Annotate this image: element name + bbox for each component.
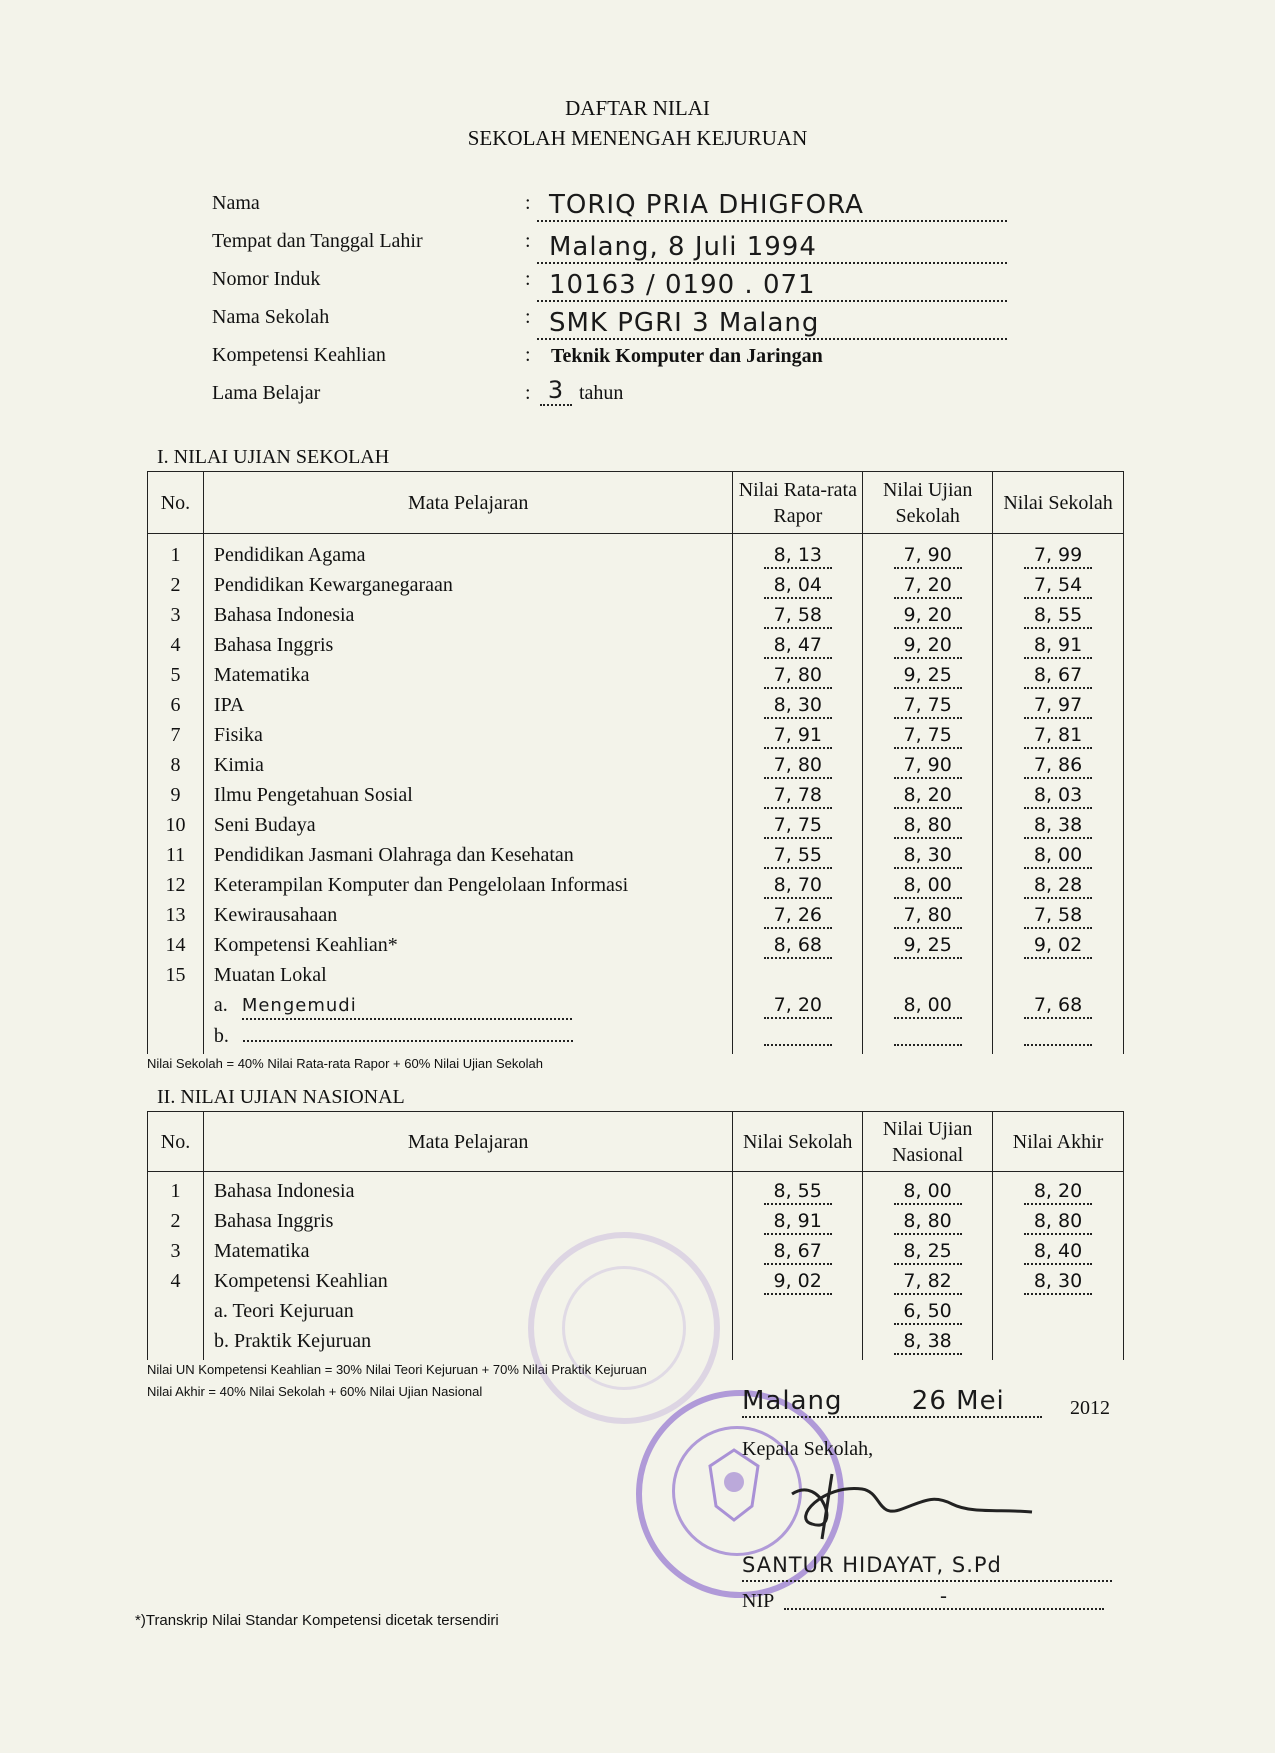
- signature-date-line: [742, 1386, 1112, 1426]
- row-number: 2: [170, 574, 181, 596]
- row-number: 9: [170, 784, 181, 806]
- score-line: [994, 570, 1122, 600]
- score-line: [734, 690, 861, 720]
- muatan-lokal-a: [214, 990, 733, 1020]
- rapor-score: 8, 30: [764, 693, 832, 719]
- score-line: [734, 810, 861, 840]
- subject-name: Bahasa Inggris: [213, 634, 334, 656]
- row-number: 1: [170, 544, 181, 566]
- headmaster-name: SANTUR HIDAYAT, S.Pd: [742, 1550, 1112, 1582]
- colon: :: [525, 230, 531, 252]
- ujian-sekolah-score: 8, 80: [894, 813, 962, 839]
- score-line: [864, 570, 991, 600]
- ujian-sekolah-score: 8, 20: [894, 783, 962, 809]
- subject-name: Matematika: [213, 1240, 310, 1262]
- score-line: [864, 780, 991, 810]
- score-line: [734, 870, 861, 900]
- header-ujian-nasional: Nilai Ujian Nasional: [863, 1112, 993, 1172]
- rapor-score: 7, 78: [764, 783, 832, 809]
- row-number: 11: [165, 844, 186, 866]
- rapor-score: 7, 26: [764, 903, 832, 929]
- score-line: [994, 900, 1122, 930]
- subject-name: Bahasa Indonesia: [213, 1180, 355, 1202]
- score-line: [864, 810, 991, 840]
- ujian-nasional-score: 6, 50: [894, 1299, 962, 1325]
- score-line: [734, 720, 861, 750]
- section-1-title: I. NILAI UJIAN SEKOLAH: [157, 446, 390, 468]
- muatan-lokal-b: [214, 1020, 733, 1050]
- score-line: [994, 810, 1122, 840]
- kompetensi-value: Teknik Komputer dan Jaringan: [551, 345, 823, 367]
- score-line: [994, 600, 1122, 630]
- ujian-sekolah-score: 7, 75: [894, 723, 962, 749]
- score-line: [994, 630, 1122, 660]
- rapor-score: 7, 75: [764, 813, 832, 839]
- score-line: [994, 1020, 1122, 1050]
- row-number: 5: [170, 664, 181, 686]
- birth-value: Malang, 8 Juli 1994: [537, 230, 1007, 264]
- nilai-sekolah-score: 8, 67: [764, 1239, 832, 1265]
- score-line: [864, 720, 991, 750]
- identity-label: Lama Belajar: [212, 382, 321, 404]
- muatan-lokal-name: Mengemudi: [242, 994, 572, 1020]
- row-numbers: [148, 534, 204, 1055]
- signature-role: Kepala Sekolah,: [742, 1438, 874, 1460]
- row-number: 12: [165, 874, 186, 896]
- ujian-sekolah-score: 9, 25: [894, 663, 962, 689]
- header-nilai-akhir: Nilai Akhir: [993, 1112, 1124, 1172]
- score-line: [864, 540, 991, 570]
- score-line: [994, 540, 1122, 570]
- nilai-sekolah-score: 8, 91: [764, 1209, 832, 1235]
- signature-year: 2012: [1070, 1397, 1110, 1419]
- lama-belajar-value: 3: [540, 376, 572, 406]
- row-number: 3: [170, 1240, 181, 1262]
- score-line: [864, 1296, 991, 1326]
- header-no: No.: [148, 1112, 204, 1172]
- row-number: 3: [170, 604, 181, 626]
- identity-row-nomor-induk: [212, 268, 1012, 304]
- nilai-sekolah-score: 9, 02: [1024, 933, 1092, 959]
- subject-name: Pendidikan Kewarganegaraan: [213, 574, 453, 596]
- ujian-sekolah-score: 7, 90: [894, 543, 962, 569]
- nilai-sekolah-score: 7, 81: [1024, 723, 1092, 749]
- faded-stamp: [528, 1232, 720, 1424]
- ujian-nasional-score: 8, 80: [894, 1209, 962, 1235]
- nilai-sekolah-score: 8, 55: [764, 1179, 832, 1205]
- ujian-sekolah-score: 7, 80: [894, 903, 962, 929]
- nilai-sekolah-score: 9, 02: [764, 1269, 832, 1295]
- ujian-sekolah-score: 8, 00: [894, 873, 962, 899]
- formula-note-1: Nilai Sekolah = 40% Nilai Rata-rata Rapor + 60% Nilai Ujian Sekolah: [147, 1056, 543, 1071]
- muatan-lokal-blank: [243, 1020, 573, 1042]
- score-line: [864, 870, 991, 900]
- footnote: *)Transkrip Nilai Standar Kompetensi dicetak tersendiri: [135, 1612, 499, 1629]
- spacer: [149, 1020, 202, 1050]
- ujian-nasional-score: 8, 38: [894, 1329, 962, 1355]
- score-line: [734, 840, 861, 870]
- rapor-score: 7, 80: [764, 663, 832, 689]
- subject-name: b. Praktik Kejuruan: [213, 1330, 372, 1352]
- subject-name: Pendidikan Jasmani Olahraga dan Kesehatan: [213, 844, 574, 866]
- nip-line: [742, 1584, 1112, 1618]
- score-line: [864, 1266, 991, 1296]
- row-nasional-scores: [863, 1172, 993, 1361]
- score-line: [994, 690, 1122, 720]
- score-line: [864, 990, 991, 1020]
- subject-name: Keterampilan Komputer dan Pengelolaan Informasi: [213, 874, 629, 896]
- score-line: [864, 1020, 991, 1050]
- nomor-induk-value: 10163 / 0190 . 071: [537, 268, 1007, 302]
- nilai-sekolah-score: 8, 91: [1024, 633, 1092, 659]
- score-line: [994, 840, 1122, 870]
- identity-row-lama-belajar: [212, 376, 1012, 418]
- rapor-score: 7, 80: [764, 753, 832, 779]
- score-line: [994, 1206, 1122, 1236]
- rapor-score: 8, 13: [764, 543, 832, 569]
- ujian-nasional-score: 8, 25: [894, 1239, 962, 1265]
- ujian-nasional-score: 8, 00: [894, 1179, 962, 1205]
- nilai-sekolah-score: [1024, 1020, 1092, 1046]
- score-line: [864, 1236, 991, 1266]
- score-line: [734, 600, 861, 630]
- colon: :: [525, 306, 531, 328]
- nilai-akhir-score: 8, 40: [1024, 1239, 1092, 1265]
- row-ujian-scores: [863, 534, 993, 1055]
- spacer: [734, 1326, 861, 1356]
- nilai-sekolah-score: 7, 86: [1024, 753, 1092, 779]
- spacer: [864, 960, 991, 990]
- header-subject: Mata Pelajaran: [203, 472, 733, 534]
- nilai-sekolah-score: 7, 54: [1024, 573, 1092, 599]
- score-line: [864, 690, 991, 720]
- subject-name: Kompetensi Keahlian: [213, 1270, 388, 1292]
- score-line: [734, 990, 861, 1020]
- rapor-score: 8, 70: [764, 873, 832, 899]
- muatan-prefix: b.: [213, 1025, 229, 1047]
- spacer: [149, 1296, 202, 1326]
- score-line: [864, 1176, 991, 1206]
- row-subjects: [203, 534, 733, 1055]
- score-line: [734, 1176, 861, 1206]
- score-line: [734, 750, 861, 780]
- lama-belajar-unit: tahun: [579, 382, 624, 404]
- nilai-sekolah-score: 8, 28: [1024, 873, 1092, 899]
- nilai-akhir-score: 8, 20: [1024, 1179, 1092, 1205]
- score-line: [994, 870, 1122, 900]
- score-line: [864, 1206, 991, 1236]
- score-line: [864, 900, 991, 930]
- score-line: [734, 1266, 861, 1296]
- row-number: 2: [170, 1210, 181, 1232]
- table-row: [148, 534, 1124, 1055]
- score-line: [734, 630, 861, 660]
- spacer: [994, 1326, 1122, 1356]
- score-line: [734, 570, 861, 600]
- nilai-sekolah-score: 8, 55: [1024, 603, 1092, 629]
- colon: :: [525, 268, 531, 290]
- score-line: [864, 750, 991, 780]
- score-line: [994, 930, 1122, 960]
- header-subject: Mata Pelajaran: [203, 1112, 732, 1172]
- score-line: [864, 930, 991, 960]
- nilai-sekolah-score: 8, 38: [1024, 813, 1092, 839]
- row-sekolah-scores: [993, 534, 1124, 1055]
- score-line: [734, 780, 861, 810]
- header-nilai-sekolah: Nilai Sekolah: [993, 472, 1124, 534]
- header-nilai-sekolah: Nilai Sekolah: [733, 1112, 863, 1172]
- section-2-title: II. NILAI UJIAN NASIONAL: [157, 1086, 405, 1108]
- subject-name: Kompetensi Keahlian*: [213, 934, 398, 956]
- score-line: [864, 600, 991, 630]
- row-rapor-scores: [733, 534, 863, 1055]
- nilai-sekolah-score: 7, 97: [1024, 693, 1092, 719]
- score-line: [994, 660, 1122, 690]
- nilai-sekolah-score: 7, 58: [1024, 903, 1092, 929]
- signature-date-written: [742, 1386, 1042, 1418]
- nip-value: -: [784, 1584, 1104, 1610]
- row-number: 10: [165, 814, 186, 836]
- subject-name: Matematika: [213, 664, 310, 686]
- nilai-sekolah-score: 8, 67: [1024, 663, 1092, 689]
- ujian-sekolah-score: 7, 75: [894, 693, 962, 719]
- rapor-score: 7, 20: [764, 993, 832, 1019]
- rapor-score: 8, 47: [764, 633, 832, 659]
- score-line: [864, 630, 991, 660]
- score-line: [994, 1236, 1122, 1266]
- score-line: [734, 660, 861, 690]
- score-line: [994, 1176, 1122, 1206]
- score-line: [864, 840, 991, 870]
- nip-label: NIP: [742, 1590, 775, 1612]
- rapor-score: 8, 68: [764, 933, 832, 959]
- nilai-sekolah-score: 7, 68: [1024, 993, 1092, 1019]
- score-line: [994, 720, 1122, 750]
- subject-name: Seni Budaya: [213, 814, 316, 836]
- ujian-sekolah-score: 8, 00: [894, 993, 962, 1019]
- spacer: [734, 1296, 861, 1326]
- identity-label: Nama: [212, 192, 260, 214]
- row-sekolah-scores: [733, 1172, 863, 1361]
- nilai-ujian-sekolah-table: [147, 471, 1124, 1054]
- subject-name: Bahasa Indonesia: [213, 604, 355, 626]
- row-number: 8: [170, 754, 181, 776]
- formula-note-3: Nilai Akhir = 40% Nilai Sekolah + 60% Nilai Ujian Nasional: [147, 1384, 483, 1399]
- spacer: [734, 960, 861, 990]
- faded-stamp-inner-ring: [562, 1266, 686, 1390]
- header-rapor: Nilai Rata-rata Rapor: [733, 472, 863, 534]
- spacer: [994, 1296, 1122, 1326]
- score-line: [994, 780, 1122, 810]
- score-line: [734, 1236, 861, 1266]
- identity-label: Nomor Induk: [212, 268, 321, 290]
- ujian-sekolah-score: 9, 25: [894, 933, 962, 959]
- signature-place: Malang: [742, 1386, 843, 1416]
- subject-name: a. Teori Kejuruan: [213, 1300, 354, 1322]
- row-number: 6: [170, 694, 181, 716]
- score-line: [734, 1206, 861, 1236]
- identity-row-school: [212, 306, 1012, 342]
- spacer: [149, 1326, 202, 1356]
- colon: :: [525, 382, 531, 404]
- subject-name: IPA: [213, 694, 245, 716]
- row-number: 14: [165, 934, 186, 956]
- score-line: [994, 990, 1122, 1020]
- spacer: [149, 990, 202, 1020]
- ujian-sekolah-score: 9, 20: [894, 603, 962, 629]
- ujian-sekolah-score: 9, 20: [894, 633, 962, 659]
- rapor-score: 7, 58: [764, 603, 832, 629]
- identity-row-birth: [212, 230, 1012, 266]
- identity-label: Tempat dan Tanggal Lahir: [212, 230, 423, 252]
- identity-label: Kompetensi Keahlian: [212, 344, 386, 366]
- score-line: [734, 1020, 861, 1050]
- school-value: SMK PGRI 3 Malang: [537, 306, 1007, 340]
- student-name-value: TORIQ PRIA DHIGFORA: [537, 188, 1007, 222]
- ujian-sekolah-score: 7, 20: [894, 573, 962, 599]
- nilai-sekolah-score: 8, 03: [1024, 783, 1092, 809]
- row-number: 4: [170, 1270, 181, 1292]
- row-number: 15: [165, 964, 186, 986]
- ujian-sekolah-score: [894, 1020, 962, 1046]
- ujian-nasional-score: 7, 82: [894, 1269, 962, 1295]
- colon: :: [525, 344, 531, 366]
- score-line: [734, 930, 861, 960]
- document-title: DAFTAR NILAI: [565, 96, 710, 120]
- row-number: 4: [170, 634, 181, 656]
- subject-name: Kimia: [213, 754, 264, 776]
- subject-name: Ilmu Pengetahuan Sosial: [213, 784, 413, 806]
- row-number: 7: [170, 724, 181, 746]
- signature-day-month: 26 Mei: [911, 1386, 1005, 1416]
- row-number: 13: [165, 904, 186, 926]
- ujian-sekolah-score: 8, 30: [894, 843, 962, 869]
- score-line: [994, 1266, 1122, 1296]
- muatan-prefix: a.: [213, 994, 228, 1016]
- identity-row-kompetensi: [212, 344, 1012, 380]
- signature-mark-icon: [782, 1464, 1042, 1544]
- score-line: [864, 1326, 991, 1356]
- row-numbers: [148, 1172, 204, 1361]
- row-number: 1: [170, 1180, 181, 1202]
- nilai-sekolah-score: 7, 99: [1024, 543, 1092, 569]
- rapor-score: 7, 91: [764, 723, 832, 749]
- score-line: [994, 750, 1122, 780]
- row-akhir-scores: [993, 1172, 1124, 1361]
- subject-name: Bahasa Inggris: [213, 1210, 334, 1232]
- spacer: [994, 960, 1122, 990]
- colon: :: [525, 192, 531, 214]
- formula-note-2: Nilai UN Kompetensi Keahlian = 30% Nilai Teori Kejuruan + 70% Nilai Praktik Kejuruan: [147, 1362, 647, 1377]
- identity-row-name: [212, 192, 1012, 228]
- rapor-score: 8, 04: [764, 573, 832, 599]
- rapor-score: [764, 1020, 832, 1046]
- nilai-akhir-score: 8, 30: [1024, 1269, 1092, 1295]
- subject-name: Fisika: [213, 724, 263, 746]
- nilai-sekolah-score: 8, 00: [1024, 843, 1092, 869]
- header-no: No.: [148, 472, 204, 534]
- subject-name: Kewirausahaan: [213, 904, 338, 926]
- identity-label: Nama Sekolah: [212, 306, 330, 328]
- subject-name: Muatan Lokal: [213, 964, 327, 986]
- section-1-body: [148, 534, 1124, 1055]
- score-line: [734, 900, 861, 930]
- score-line: [734, 540, 861, 570]
- rapor-score: 7, 55: [764, 843, 832, 869]
- subject-name: Pendidikan Agama: [213, 544, 366, 566]
- document-subtitle: SEKOLAH MENENGAH KEJURUAN: [467, 126, 808, 150]
- ujian-sekolah-score: 7, 90: [894, 753, 962, 779]
- header-ujian-sekolah: Nilai Ujian Sekolah: [863, 472, 993, 534]
- nilai-akhir-score: 8, 80: [1024, 1209, 1092, 1235]
- score-line: [864, 660, 991, 690]
